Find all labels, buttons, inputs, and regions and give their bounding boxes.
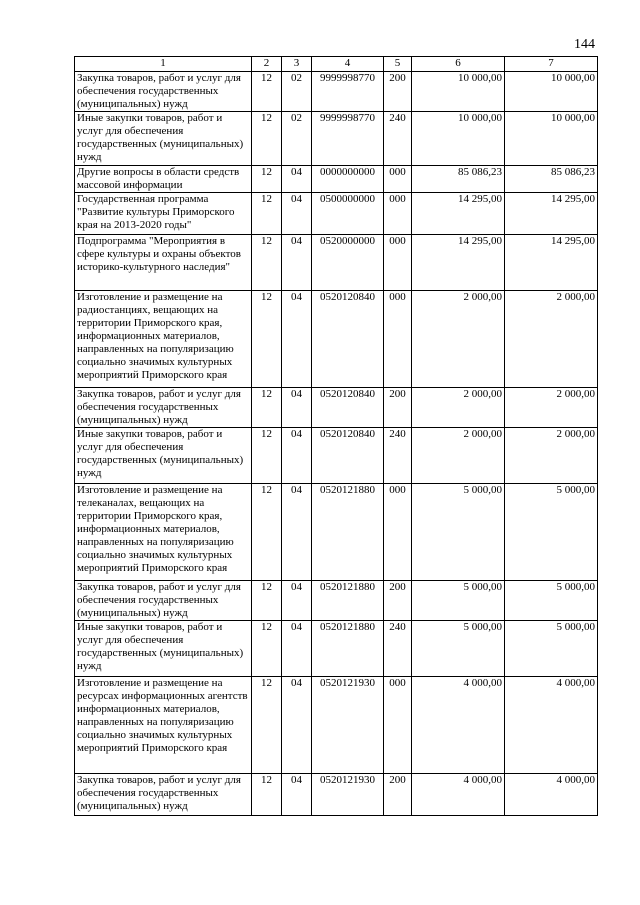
row-rz: 12 — [252, 581, 282, 621]
row-csr: 0520120840 — [312, 291, 384, 388]
col-header-rz: 2 — [252, 57, 282, 72]
table-row — [75, 235, 598, 291]
row-pr: 04 — [282, 428, 312, 484]
row-sum2: 14 295,00 — [505, 235, 598, 291]
row-rz: 12 — [252, 774, 282, 816]
row-rz: 12 — [252, 291, 282, 388]
row-name: Государственная программа "Развитие культуры Приморского края на 2013-2020 годы" — [75, 193, 252, 235]
row-csr: 9999998770 — [312, 112, 384, 166]
row-sum1: 2 000,00 — [412, 388, 505, 428]
row-sum1: 2 000,00 — [412, 291, 505, 388]
row-pr: 04 — [282, 581, 312, 621]
col-header-sum1: 6 — [412, 57, 505, 72]
row-sum1: 4 000,00 — [412, 677, 505, 774]
row-pr: 02 — [282, 112, 312, 166]
row-name: Закупка товаров, работ и услуг для обеспечения государственных (муниципальных) нужд — [75, 774, 252, 816]
row-name: Другие вопросы в области средств массовой информации — [75, 166, 252, 193]
row-name: Изготовление и размещение на телеканалах, вещающих на территории Приморского края, информационных материалов, направленных на популяризацию социально значимых культурных мероприятий Приморского края — [75, 484, 252, 581]
row-sum2: 5 000,00 — [505, 581, 598, 621]
table-row — [75, 428, 598, 484]
row-vr: 200 — [384, 581, 412, 621]
table-row — [75, 677, 598, 774]
col-header-pr: 3 — [282, 57, 312, 72]
row-rz: 12 — [252, 193, 282, 235]
row-csr: 0000000000 — [312, 166, 384, 193]
row-sum1: 4 000,00 — [412, 774, 505, 816]
table-row — [75, 774, 598, 816]
table-row — [75, 621, 598, 677]
row-rz: 12 — [252, 235, 282, 291]
row-pr: 04 — [282, 193, 312, 235]
table-row — [75, 291, 598, 388]
row-csr: 0520121930 — [312, 774, 384, 816]
row-vr: 000 — [384, 484, 412, 581]
row-sum1: 85 086,23 — [412, 166, 505, 193]
row-rz: 12 — [252, 484, 282, 581]
row-pr: 04 — [282, 166, 312, 193]
row-vr: 200 — [384, 388, 412, 428]
row-sum1: 5 000,00 — [412, 621, 505, 677]
row-csr: 0520121880 — [312, 484, 384, 581]
budget-table — [74, 56, 598, 816]
row-vr: 240 — [384, 428, 412, 484]
row-sum1: 14 295,00 — [412, 235, 505, 291]
row-name: Закупка товаров, работ и услуг для обеспечения государственных (муниципальных) нужд — [75, 388, 252, 428]
row-csr: 0520000000 — [312, 235, 384, 291]
row-sum2: 2 000,00 — [505, 388, 598, 428]
row-rz: 12 — [252, 428, 282, 484]
row-csr: 0520121880 — [312, 621, 384, 677]
row-name: Иные закупки товаров, работ и услуг для обеспечения государственных (муниципальных) нужд — [75, 428, 252, 484]
row-rz: 12 — [252, 621, 282, 677]
table-row — [75, 581, 598, 621]
row-sum2: 10 000,00 — [505, 72, 598, 112]
table-row — [75, 484, 598, 581]
row-vr: 000 — [384, 166, 412, 193]
row-rz: 12 — [252, 72, 282, 112]
row-name: Изготовление и размещение на радиостанциях, вещающих на территории Приморского края, информационных материалов, направленных на популяризацию социально значимых культурных мероприятий Приморского края — [75, 291, 252, 388]
header-row — [75, 57, 598, 72]
row-sum2: 2 000,00 — [505, 291, 598, 388]
row-vr: 200 — [384, 774, 412, 816]
row-pr: 02 — [282, 72, 312, 112]
table-row — [75, 72, 598, 112]
row-pr: 04 — [282, 621, 312, 677]
row-vr: 240 — [384, 112, 412, 166]
row-sum2: 2 000,00 — [505, 428, 598, 484]
row-csr: 0520121930 — [312, 677, 384, 774]
row-vr: 240 — [384, 621, 412, 677]
row-csr: 0500000000 — [312, 193, 384, 235]
row-name: Иные закупки товаров, работ и услуг для обеспечения государственных (муниципальных) нужд — [75, 621, 252, 677]
col-header-vr: 5 — [384, 57, 412, 72]
row-sum1: 14 295,00 — [412, 193, 505, 235]
row-pr: 04 — [282, 677, 312, 774]
row-vr: 000 — [384, 193, 412, 235]
row-sum2: 4 000,00 — [505, 774, 598, 816]
row-name: Закупка товаров, работ и услуг для обеспечения государственных (муниципальных) нужд — [75, 72, 252, 112]
row-rz: 12 — [252, 166, 282, 193]
row-sum2: 85 086,23 — [505, 166, 598, 193]
row-sum1: 10 000,00 — [412, 72, 505, 112]
col-header-name: 1 — [75, 57, 252, 72]
row-pr: 04 — [282, 484, 312, 581]
row-sum2: 10 000,00 — [505, 112, 598, 166]
row-csr: 9999998770 — [312, 72, 384, 112]
row-vr: 000 — [384, 235, 412, 291]
row-name: Иные закупки товаров, работ и услуг для обеспечения государственных (муниципальных) нужд — [75, 112, 252, 166]
row-sum1: 5 000,00 — [412, 581, 505, 621]
row-rz: 12 — [252, 677, 282, 774]
row-vr: 200 — [384, 72, 412, 112]
row-sum1: 5 000,00 — [412, 484, 505, 581]
row-csr: 0520121880 — [312, 581, 384, 621]
row-sum2: 14 295,00 — [505, 193, 598, 235]
row-vr: 000 — [384, 677, 412, 774]
row-sum2: 5 000,00 — [505, 621, 598, 677]
col-header-sum2: 7 — [505, 57, 598, 72]
row-csr: 0520120840 — [312, 428, 384, 484]
table-row — [75, 166, 598, 193]
row-name: Подпрограмма "Мероприятия в сфере культуры и охраны объектов историко-культурного наследия" — [75, 235, 252, 291]
row-pr: 04 — [282, 388, 312, 428]
row-rz: 12 — [252, 388, 282, 428]
row-sum2: 4 000,00 — [505, 677, 598, 774]
row-csr: 0520120840 — [312, 388, 384, 428]
row-pr: 04 — [282, 235, 312, 291]
row-sum2: 5 000,00 — [505, 484, 598, 581]
row-vr: 000 — [384, 291, 412, 388]
row-sum1: 10 000,00 — [412, 112, 505, 166]
row-pr: 04 — [282, 291, 312, 388]
row-sum1: 2 000,00 — [412, 428, 505, 484]
row-pr: 04 — [282, 774, 312, 816]
table-row — [75, 193, 598, 235]
col-header-csr: 4 — [312, 57, 384, 72]
row-name: Закупка товаров, работ и услуг для обеспечения государственных (муниципальных) нужд — [75, 581, 252, 621]
table-row — [75, 388, 598, 428]
page-number: 144 — [574, 37, 595, 52]
row-rz: 12 — [252, 112, 282, 166]
row-name: Изготовление и размещение на ресурсах информационных агентств информационных материалов, направленных на популяризацию социально значимых культурных мероприятий Приморского края — [75, 677, 252, 774]
table-row — [75, 112, 598, 166]
